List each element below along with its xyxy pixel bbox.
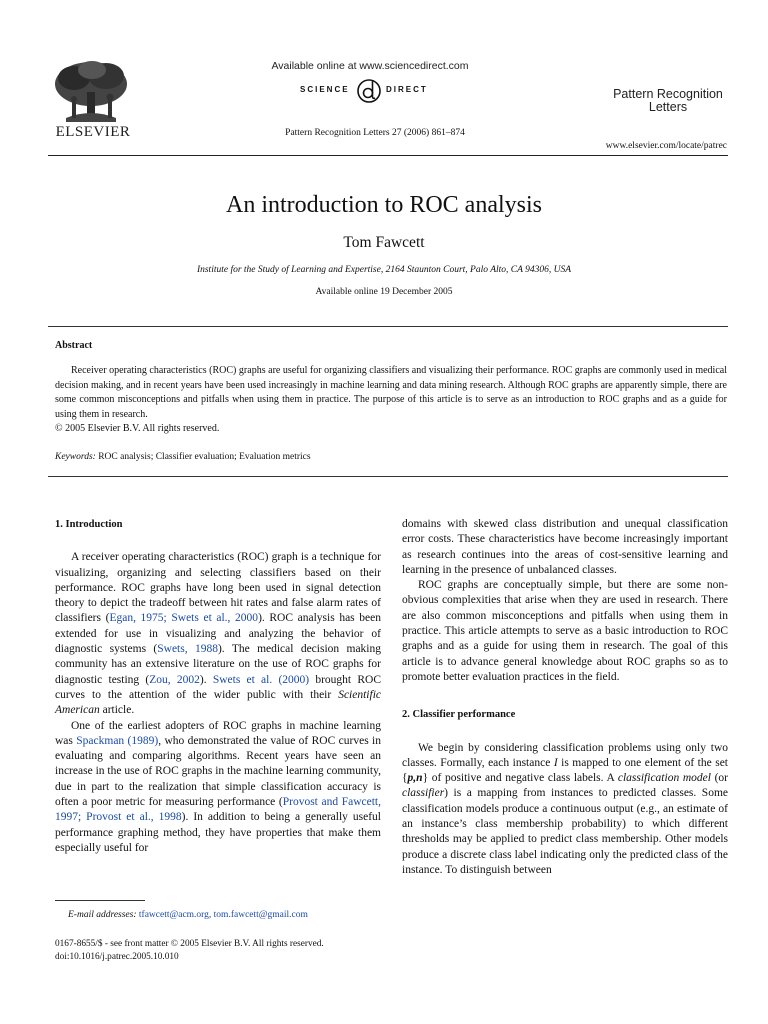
abstract-bottom-divider xyxy=(48,476,728,477)
keywords xyxy=(55,452,311,462)
keywords-label: Keywords: xyxy=(55,452,96,462)
author-affiliation: Institute for the Study of Learning and Expertise, 2164 Staunton Court, Palo Alto, CA 94306, USA xyxy=(196,265,572,275)
citation-link[interactable]: Swets et al. (2000) xyxy=(212,673,310,686)
intro-paragraph-2: One of the earliest adopters of ROC graphs in machine learning was Spackman (1989), who demonstrated the value of ROC curves in evaluating and comparing algorithms. Recent years have seen an increase in the use of ROC graphs in the machine learning community, due in part to the realization that simple classification accuracy is often a poor metric for measuring performance (Provost and Fawcett, 1997; Provost et al., 1998). In addition to being a generally useful performance graphing method, they have properties that make them especially useful for xyxy=(55,719,381,854)
available-online-text[interactable]: Available online at www.sciencedirect.com xyxy=(271,60,469,72)
section-1-heading: 1. Introduction xyxy=(55,519,123,530)
email-label: E-mail addresses: xyxy=(68,910,137,920)
citation-link[interactable]: Spackman (1989) xyxy=(76,734,159,747)
citation-link[interactable]: Provost and Fawcett, 1997; Provost et al., 1998 xyxy=(55,796,381,824)
sciencedirect-logo xyxy=(290,76,455,106)
abstract-heading: Abstract xyxy=(55,340,93,351)
front-matter xyxy=(55,938,324,963)
section-2-heading: 2. Classifier performance xyxy=(402,709,516,721)
footnote-divider xyxy=(55,900,145,901)
journal-title-line2: Letters xyxy=(648,100,688,114)
citation-link[interactable]: Egan, 1975; Swets et al., 2000 xyxy=(109,612,259,625)
journal-title xyxy=(605,88,731,114)
abstract-text: Receiver operating characteristics (ROC) graphs are useful for organizing classifiers and visualizing their performance. ROC graphs are commonly used in medical decision making, and in recent years have been used increasingly in machine learning and data mining research. Although ROC graphs are apparently simple, there are some common misconceptions and pitfalls when using them in practice. The purpose of this article is to serve as an introduction to ROC graphs and as a guide for using them in research. xyxy=(55,365,727,420)
right-column xyxy=(402,517,728,878)
sd-direct-text: DIRECT xyxy=(386,85,428,94)
journal-title-line1: Pattern Recognition xyxy=(613,87,723,101)
right-paragraph-1: domains with skewed class distribution and unequal classification error costs. These characteristics have become increasingly important as research continues into the areas of cost-sensitive learning and learning in the presence of unbalanced classes. xyxy=(402,518,728,576)
keywords-list: ROC analysis; Classifier evaluation; Evaluation metrics xyxy=(98,452,311,462)
right-paragraph-2: ROC graphs are conceptually simple, but there are some non-obvious complexities that arise when they are used in research. There are also common misconceptions and pitfalls when using them in practice. This article attempts to serve as a basic introduction to ROC graphs and as a guide for using them in research. The goal of this article is to advance general knowledge about ROC graphs so as to promote better evaluation practices in the field. xyxy=(402,579,728,683)
classifier-paragraph-1: We begin by considering classification problems using only two classes. Formally, each instance I is mapped to one element of the set {p,n} of positive and negative class labels. A classification model (or classifier) is a mapping from instances to predicted classes. Some classification models produce a continuous output (e.g., an estimate of an instance’s class membership probability) to which different thresholds may be applied to predict class membership. Other models produce a discrete class label indicating only the predicted class of the instance. To distinguish between xyxy=(402,741,728,876)
available-date: Available online 19 December 2005 xyxy=(315,287,453,297)
sciencedirect-d-icon xyxy=(356,76,382,106)
abstract-top-divider xyxy=(48,326,728,327)
article-author: Tom Fawcett xyxy=(343,234,425,251)
sd-science-text: SCIENCE xyxy=(300,85,350,94)
citation-link[interactable]: Zou, 2002 xyxy=(149,673,200,686)
email-footnote xyxy=(68,910,308,920)
intro-paragraph-1: A receiver operating characteristics (ROC) graph is a technique for visualizing, organizing and selecting classifiers based on their performance. ROC graphs have long been used in signal detection theory to depict the tradeoff between hit rates and false alarm rates of classifiers (Egan, 1975; Swets et al., 2000). ROC analysis has been extended for use in visualizing and analyzing the behavior of diagnostic systems (Swets, 1988). The medical decision making community has an extensive literature on the use of ROC graphs for diagnostic testing (Zou, 2002). Swets et al. (2000) brought ROC curves to the attention of the wider public with their Scientific American article. xyxy=(55,551,382,717)
email-links[interactable]: tfawcett@acm.org, tom.fawcett@gmail.com xyxy=(138,910,308,920)
journal-url[interactable]: www.elsevier.com/locate/patrec xyxy=(605,141,727,151)
publisher-name: ELSEVIER xyxy=(55,124,131,140)
article-title: An introduction to ROC analysis xyxy=(226,192,542,218)
doi-line[interactable]: doi:10.1016/j.patrec.2005.10.010 xyxy=(55,951,179,962)
left-column xyxy=(55,517,381,856)
citation-link[interactable]: Swets, 1988 xyxy=(157,643,218,656)
abstract-body xyxy=(55,364,727,437)
journal-reference: Pattern Recognition Letters 27 (2006) 861–874 xyxy=(285,128,465,138)
abstract-copyright: © 2005 Elsevier B.V. All rights reserved. xyxy=(55,423,220,434)
front-matter-line: 0167-8655/$ - see front matter © 2005 Elsevier B.V. All rights reserved. xyxy=(55,939,324,949)
header-divider xyxy=(48,155,728,156)
